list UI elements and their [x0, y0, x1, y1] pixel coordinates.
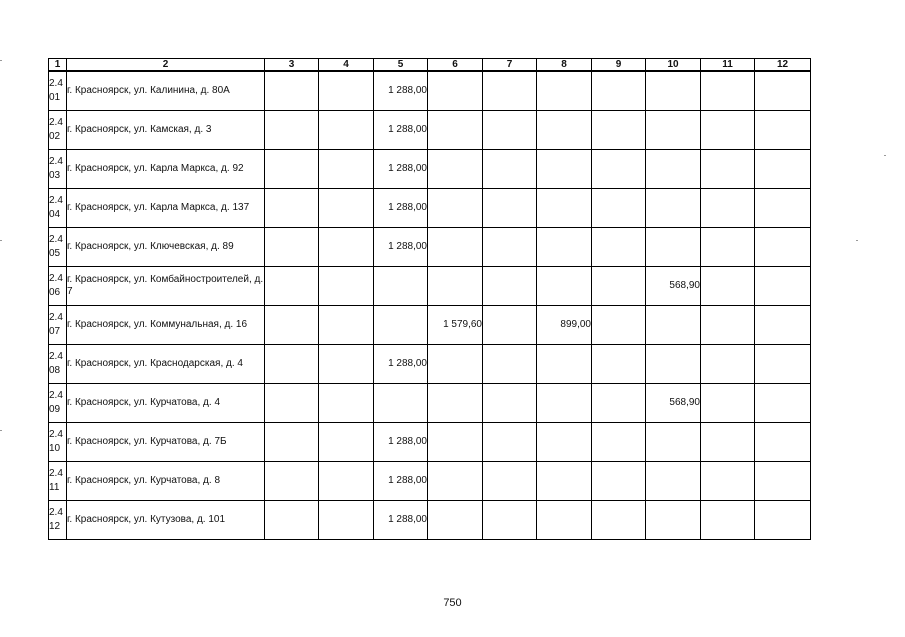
row-number: [49, 189, 67, 228]
value-cell-col4: [319, 345, 374, 384]
value-cell-col12: [755, 71, 811, 111]
value-cell-col7: [483, 189, 537, 228]
value-cell-col7: [483, 462, 537, 501]
row-number: [49, 306, 67, 345]
row-number-part: 01: [49, 92, 61, 103]
column-header-2: 2: [67, 59, 265, 72]
row-number: [49, 267, 67, 306]
table-row: [49, 306, 811, 345]
row-number-part: 2.4: [49, 117, 63, 128]
value-cell-col5: [374, 384, 428, 423]
value-cell-col7: [483, 501, 537, 540]
value-cell-col4: [319, 150, 374, 189]
row-number-part: 12: [49, 521, 61, 532]
value-cell-col3: [265, 462, 319, 501]
row-number: [49, 423, 67, 462]
value-cell-col12: [755, 111, 811, 150]
table-row: [49, 71, 811, 111]
row-number-part: 2.4: [49, 234, 63, 245]
row-number-part: 05: [49, 248, 61, 259]
row-number: [49, 228, 67, 267]
row-number-part: 2.4: [49, 78, 63, 89]
value-cell-col3: [265, 345, 319, 384]
value-cell-col3: [265, 111, 319, 150]
address-cell: г. Красноярск, ул. Кутузова, д. 101: [67, 501, 265, 540]
address-cell: г. Красноярск, ул. Калинина, д. 80А: [67, 71, 265, 111]
value-cell-col10: [646, 228, 701, 267]
value-cell-col4: [319, 267, 374, 306]
value-cell-col3: [265, 384, 319, 423]
value-cell-col4: [319, 189, 374, 228]
row-number-part: 11: [49, 482, 60, 493]
value-cell-col5: [374, 306, 428, 345]
value-cell-col11: [701, 111, 755, 150]
value-cell-col11: [701, 501, 755, 540]
address-cell: г. Красноярск, ул. Курчатова, д. 8: [67, 462, 265, 501]
value-cell-col12: [755, 306, 811, 345]
value-cell-col5: 1 288,00: [374, 462, 428, 501]
value-cell-col6: 1 579,60: [428, 306, 483, 345]
value-cell-col6: [428, 345, 483, 384]
row-number-part: 2.4: [49, 468, 63, 479]
value-cell-col4: [319, 111, 374, 150]
value-cell-col11: [701, 150, 755, 189]
value-cell-col7: [483, 267, 537, 306]
column-header-9: 9: [592, 59, 646, 72]
value-cell-col6: [428, 501, 483, 540]
row-number-part: 2.4: [49, 507, 63, 518]
value-cell-col10: [646, 71, 701, 111]
address-cell: г. Красноярск, ул. Курчатова, д. 4: [67, 384, 265, 423]
row-number-part: 2.4: [49, 390, 63, 401]
value-cell-col3: [265, 267, 319, 306]
value-cell-col9: [592, 345, 646, 384]
row-number: [49, 111, 67, 150]
value-cell-col6: [428, 228, 483, 267]
scan-mark: [0, 240, 2, 241]
value-cell-col9: [592, 267, 646, 306]
column-header-1: 1: [49, 59, 67, 72]
value-cell-col5: 1 288,00: [374, 228, 428, 267]
value-cell-col8: [537, 384, 592, 423]
table-row: [49, 267, 811, 306]
value-cell-col5: 1 288,00: [374, 111, 428, 150]
value-cell-col5: 1 288,00: [374, 189, 428, 228]
value-cell-col7: [483, 345, 537, 384]
row-number: [49, 462, 67, 501]
value-cell-col12: [755, 228, 811, 267]
table-row: [49, 189, 811, 228]
value-cell-col5: 1 288,00: [374, 71, 428, 111]
value-cell-col4: [319, 306, 374, 345]
value-cell-col12: [755, 150, 811, 189]
value-cell-col8: [537, 267, 592, 306]
column-header-3: 3: [265, 59, 319, 72]
value-cell-col8: [537, 150, 592, 189]
value-cell-col9: [592, 111, 646, 150]
column-header-4: 4: [319, 59, 374, 72]
row-number-part: 04: [49, 209, 61, 220]
data-table: [48, 58, 811, 540]
address-cell: г. Красноярск, ул. Коммунальная, д. 16: [67, 306, 265, 345]
column-header-12: 12: [755, 59, 811, 72]
address-cell: г. Красноярск, ул. Комбайностроителей, д. 7: [67, 267, 265, 306]
value-cell-col6: [428, 189, 483, 228]
value-cell-col7: [483, 150, 537, 189]
value-cell-col9: [592, 189, 646, 228]
value-cell-col8: [537, 345, 592, 384]
table-row: [49, 345, 811, 384]
value-cell-col11: [701, 345, 755, 384]
row-number: [49, 384, 67, 423]
value-cell-col9: [592, 462, 646, 501]
row-number-part: 2.4: [49, 195, 63, 206]
table-row: [49, 501, 811, 540]
value-cell-col5: 1 288,00: [374, 501, 428, 540]
scan-mark: [0, 60, 2, 61]
value-cell-col10: [646, 306, 701, 345]
value-cell-col8: [537, 189, 592, 228]
table-row: [49, 423, 811, 462]
row-number-part: 2.4: [49, 156, 63, 167]
row-number-part: 09: [49, 404, 61, 415]
value-cell-col9: [592, 150, 646, 189]
table-row: [49, 150, 811, 189]
value-cell-col7: [483, 306, 537, 345]
value-cell-col11: [701, 423, 755, 462]
value-cell-col3: [265, 228, 319, 267]
column-header-7: 7: [483, 59, 537, 72]
value-cell-col10: 568,90: [646, 384, 701, 423]
column-header-10: 10: [646, 59, 701, 72]
value-cell-col7: [483, 384, 537, 423]
value-cell-col9: [592, 228, 646, 267]
value-cell-col12: [755, 384, 811, 423]
address-cell: г. Красноярск, ул. Краснодарская, д. 4: [67, 345, 265, 384]
value-cell-col5: [374, 267, 428, 306]
value-cell-col4: [319, 228, 374, 267]
row-number-part: 2.4: [49, 312, 63, 323]
value-cell-col11: [701, 306, 755, 345]
row-number-part: 2.4: [49, 351, 63, 362]
value-cell-col6: [428, 384, 483, 423]
value-cell-col6: [428, 423, 483, 462]
value-cell-col11: [701, 71, 755, 111]
value-cell-col5: 1 288,00: [374, 345, 428, 384]
value-cell-col12: [755, 189, 811, 228]
row-number: [49, 345, 67, 384]
value-cell-col10: [646, 501, 701, 540]
value-cell-col3: [265, 189, 319, 228]
scan-mark: [0, 430, 2, 431]
row-number: [49, 150, 67, 189]
value-cell-col7: [483, 111, 537, 150]
row-number-part: 2.4: [49, 273, 63, 284]
value-cell-col8: [537, 228, 592, 267]
value-cell-col3: [265, 71, 319, 111]
value-cell-col8: [537, 423, 592, 462]
value-cell-col7: [483, 228, 537, 267]
value-cell-col10: 568,90: [646, 267, 701, 306]
row-number-part: 2.4: [49, 429, 63, 440]
value-cell-col9: [592, 384, 646, 423]
value-cell-col9: [592, 306, 646, 345]
value-cell-col3: [265, 501, 319, 540]
value-cell-col6: [428, 267, 483, 306]
row-number-part: 06: [49, 287, 61, 298]
value-cell-col12: [755, 462, 811, 501]
value-cell-col12: [755, 423, 811, 462]
value-cell-col10: [646, 423, 701, 462]
value-cell-col5: 1 288,00: [374, 150, 428, 189]
value-cell-col6: [428, 150, 483, 189]
column-header-5: 5: [374, 59, 428, 72]
value-cell-col8: [537, 501, 592, 540]
value-cell-col4: [319, 462, 374, 501]
value-cell-col8: [537, 71, 592, 111]
table-row: [49, 462, 811, 501]
value-cell-col4: [319, 71, 374, 111]
column-header-8: 8: [537, 59, 592, 72]
row-number-part: 03: [49, 170, 61, 181]
value-cell-col11: [701, 189, 755, 228]
value-cell-col5: 1 288,00: [374, 423, 428, 462]
value-cell-col12: [755, 345, 811, 384]
value-cell-col10: [646, 189, 701, 228]
value-cell-col10: [646, 345, 701, 384]
row-number: [49, 501, 67, 540]
value-cell-col6: [428, 462, 483, 501]
value-cell-col7: [483, 71, 537, 111]
value-cell-col4: [319, 384, 374, 423]
value-cell-col10: [646, 150, 701, 189]
row-number-part: 02: [49, 131, 61, 142]
table-row: [49, 384, 811, 423]
address-cell: г. Красноярск, ул. Карла Маркса, д. 137: [67, 189, 265, 228]
value-cell-col6: [428, 71, 483, 111]
value-cell-col11: [701, 384, 755, 423]
row-number-part: 10: [49, 443, 61, 454]
value-cell-col11: [701, 267, 755, 306]
value-cell-col6: [428, 111, 483, 150]
value-cell-col3: [265, 306, 319, 345]
value-cell-col10: [646, 111, 701, 150]
row-number-part: 08: [49, 365, 61, 376]
table-row: [49, 228, 811, 267]
table-body: [49, 71, 811, 540]
value-cell-col9: [592, 71, 646, 111]
value-cell-col12: [755, 267, 811, 306]
address-cell: г. Красноярск, ул. Карла Маркса, д. 92: [67, 150, 265, 189]
value-cell-col9: [592, 501, 646, 540]
value-cell-col8: [537, 111, 592, 150]
value-cell-col10: [646, 462, 701, 501]
value-cell-col3: [265, 150, 319, 189]
value-cell-col4: [319, 501, 374, 540]
value-cell-col4: [319, 423, 374, 462]
value-cell-col11: [701, 462, 755, 501]
value-cell-col8: 899,00: [537, 306, 592, 345]
row-number-part: 07: [49, 326, 61, 337]
row-number: [49, 71, 67, 111]
table-header-row: [49, 59, 811, 72]
value-cell-col11: [701, 228, 755, 267]
column-header-11: 11: [701, 59, 755, 72]
scan-mark: [884, 155, 886, 156]
value-cell-col7: [483, 423, 537, 462]
address-cell: г. Красноярск, ул. Камская, д. 3: [67, 111, 265, 150]
scan-mark: [856, 240, 858, 241]
value-cell-col3: [265, 423, 319, 462]
value-cell-col8: [537, 462, 592, 501]
value-cell-col9: [592, 423, 646, 462]
address-cell: г. Красноярск, ул. Ключевская, д. 89: [67, 228, 265, 267]
table-row: [49, 111, 811, 150]
page-number: 750: [443, 597, 462, 609]
column-header-6: 6: [428, 59, 483, 72]
address-cell: г. Красноярск, ул. Курчатова, д. 7Б: [67, 423, 265, 462]
value-cell-col12: [755, 501, 811, 540]
